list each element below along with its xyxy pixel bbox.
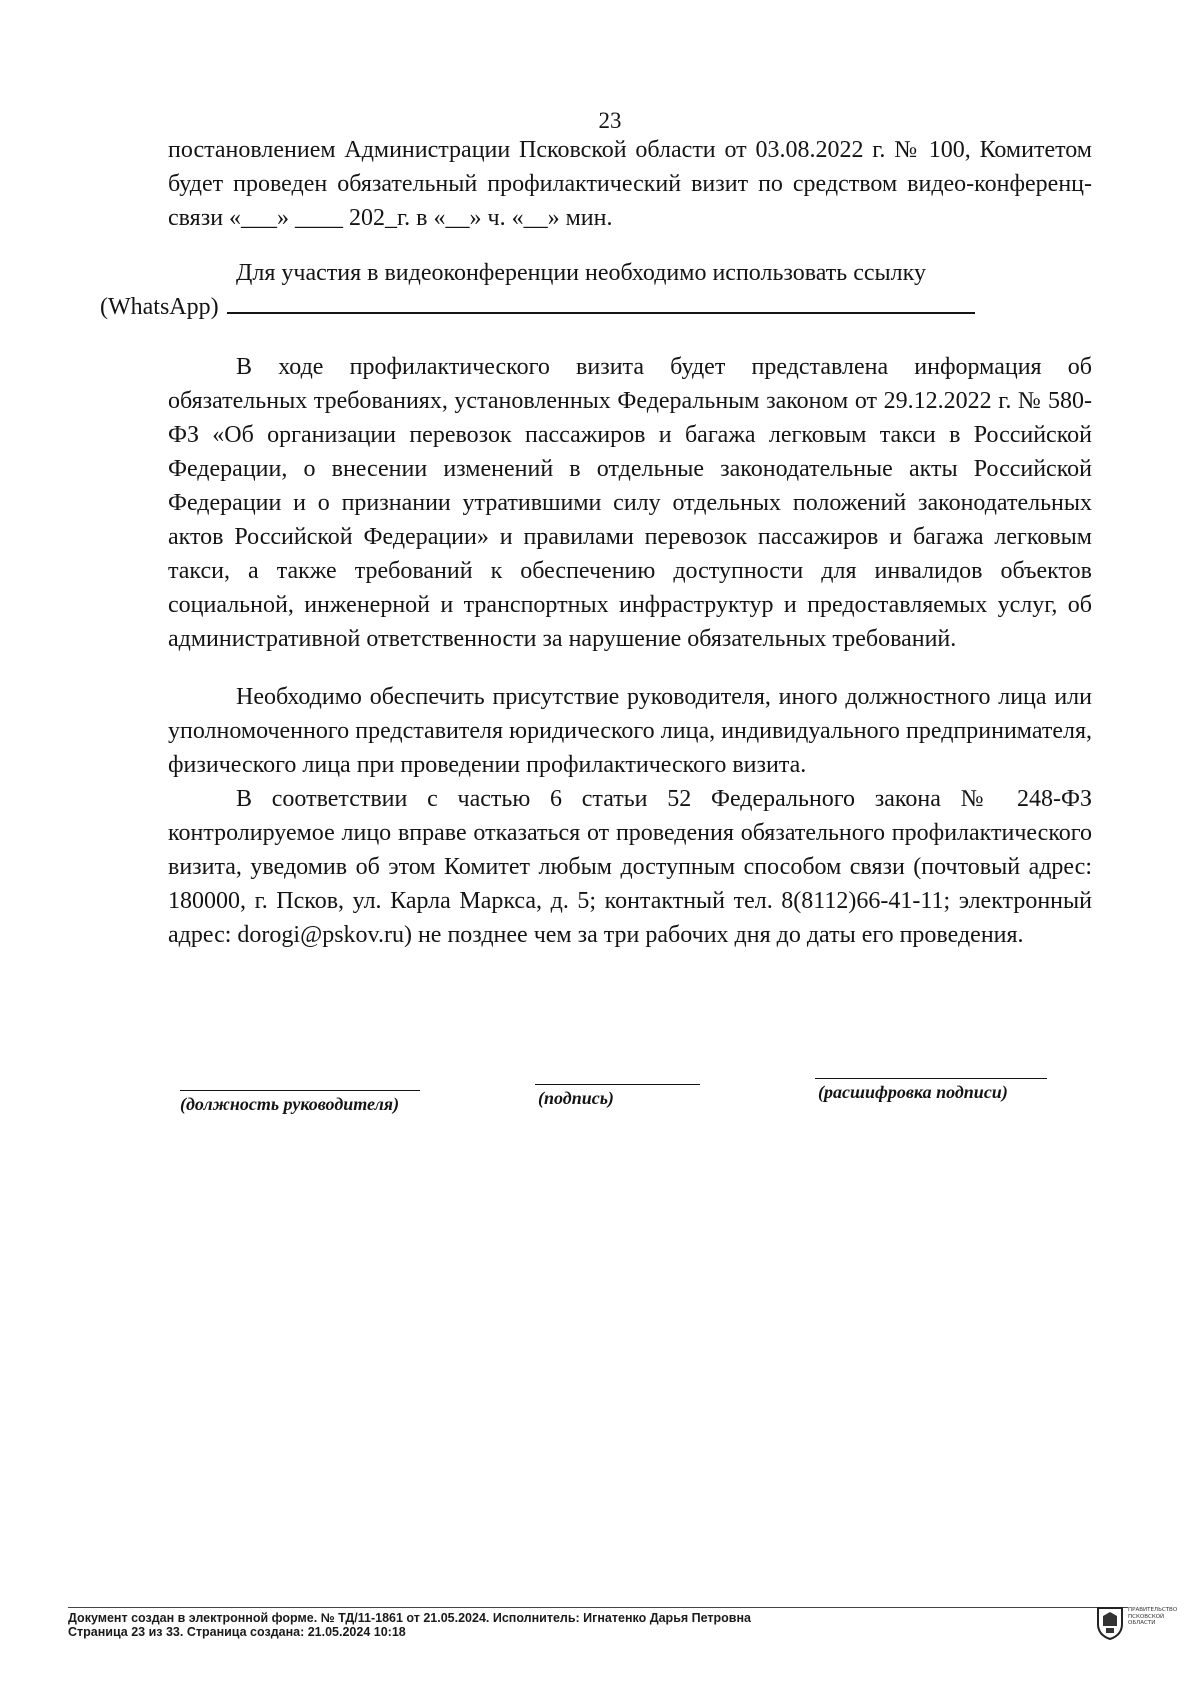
paragraph-video-link bbox=[100, 256, 1092, 324]
signature-line bbox=[535, 1084, 700, 1085]
video-link-text: Для участия в видеоконференции необходимо использовать ссылку bbox=[236, 260, 926, 286]
paragraph-refusal: В соответствии с частью 6 статьи 52 Федерального закона № 248-ФЗ контролируемое лицо вправе отказаться от проведения обязательного профилактического визита, уведомив об этом Комитет любым доступным способом связи (почтовый адрес: 180000, г. Псков, ул. Карла Маркса, д. 5; контактный тел. 8(8112)66-41-11; электронный адрес: dorogi@pskov.ru) не позднее чем за три рабочих дня до даты его проведения. bbox=[168, 786, 1092, 948]
paragraph-presence: Необходимо обеспечить присутствие руководителя, иного должностного лица или уполномоченного представителя юридического лица, индивидуального предпринимателя, физического лица при проведении профилактического визита. bbox=[168, 684, 1092, 778]
emblem-caption: ПРАВИТЕЛЬСТВО ПСКОВСКОЙ ОБЛАСТИ bbox=[1128, 1607, 1178, 1626]
whatsapp-link-blank bbox=[227, 290, 975, 314]
paragraph-intro: постановлением Администрации Псковской области от 03.08.2022 г. № 100, Комитетом будет проведен обязательный профилактический визит по средством видео-конференц-связи «___» ____ 202_г. в «__» ч. «__» мин. bbox=[168, 137, 1092, 231]
page-number: 23 bbox=[598, 108, 622, 133]
footer-line-page: Страница 23 из 33. Страница создана: 21.05.2024 10:18 bbox=[68, 1625, 406, 1639]
position-signature-line bbox=[180, 1090, 420, 1091]
whatsapp-label: (WhatsApp) bbox=[100, 294, 219, 320]
footer-line-document: Документ создан в электронной форме. № ТД/11-1861 от 21.05.2024. Исполнитель: Игнатенко Дарья Петровна bbox=[68, 1611, 751, 1625]
decoding-caption: (расшифровка подписи) bbox=[818, 1082, 1008, 1102]
paragraph-visit-info: В ходе профилактического визита будет представлена информация об обязательных требованиях, установленных Федеральным законом от 29.12.2022 г. № 580-ФЗ «Об организации перевозок пассажиров и багажа легковым такси в Российской Федерации, о внесении изменений в отдельные законодательные акты Российской Федерации и о признании утратившими силу отдельных положений законодательных актов Российской Федерации» и правилами перевозок пассажиров и багажа легковым такси, а также требований к обеспечению доступности для инвалидов объектов социальной, инженерной и транспортных инфраструктур и предоставляемых услуг, об административной ответственности за нарушение обязательных требований. bbox=[168, 354, 1092, 652]
decoding-signature-line bbox=[815, 1078, 1047, 1079]
position-caption: (должность руководителя) bbox=[180, 1094, 400, 1114]
document-footer bbox=[68, 1611, 751, 1639]
footer-rule bbox=[68, 1607, 1128, 1608]
signature-caption: (подпись) bbox=[538, 1088, 614, 1108]
coat-of-arms-icon bbox=[1090, 1602, 1130, 1642]
